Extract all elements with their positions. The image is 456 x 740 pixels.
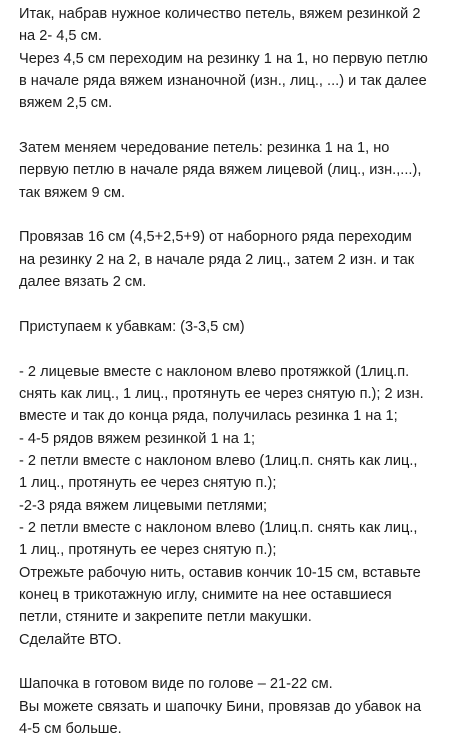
- text-line: в начале ряда вяжем изнаночной (изн., лиц., ...) и так далее: [19, 73, 427, 90]
- text-line: на резинку 2 на 2, в начале ряда 2 лиц., затем 2 изн. и так: [19, 251, 415, 268]
- text-line: снять как лиц., 1 лиц., протянуть ее через снятую п.); 2 изн.: [19, 385, 424, 402]
- text-line: Итак, набрав нужное количество петель, вяжем резинкой 2: [19, 6, 421, 22]
- text-line: Отрежьте рабочую нить, оставив кончик 10-15 см, вставьте: [19, 564, 421, 581]
- text-line: на 2- 4,5 см.: [19, 28, 102, 45]
- text-line: петли, стяните и закрепите петли макушки.: [19, 609, 312, 626]
- text-line: - 2 лицевые вместе с наклоном влево протяжкой (1лиц.п.: [19, 363, 410, 380]
- paragraph-gap: [19, 338, 451, 360]
- paragraph-gap: [19, 115, 451, 137]
- text-line: далее вязать 2 см.: [19, 274, 147, 291]
- text-line: Провязав 16 см (4,5+2,5+9) от наборного ряда переходим: [19, 229, 412, 246]
- text-line: конец в трикотажную иглу, снимите на нее оставшиеся: [19, 586, 392, 603]
- paragraph-gap: [19, 293, 451, 315]
- text-line: - 2 петли вместе с наклоном влево (1лиц.п. снять как лиц.,: [19, 519, 418, 536]
- text-line: так вяжем 9 см.: [19, 184, 126, 201]
- knitting-instructions-text: [19, 3, 451, 740]
- text-line: 1 лиц., протянуть ее через снятую п.);: [19, 542, 277, 559]
- text-line: вместе и так до конца ряда, получилась резинка 1 на 1;: [19, 408, 398, 425]
- text-line: Сделайте ВТО.: [19, 631, 122, 648]
- paragraph-gap: [19, 651, 451, 673]
- text-line: Вы можете связать и шапочку Бини, провязав до убавок на: [19, 698, 422, 715]
- paragraph-gap: [19, 204, 451, 226]
- text-line: - 4-5 рядов вяжем резинкой 1 на 1;: [19, 430, 256, 447]
- text-line: 1 лиц., протянуть ее через снятую п.);: [19, 475, 277, 492]
- text-line: вяжем 2,5 см.: [19, 95, 113, 112]
- text-line: 4-5 см больше.: [19, 721, 122, 737]
- text-line: первую петлю в начале ряда вяжем лицевой (лиц., изн.,...),: [19, 162, 422, 179]
- text-line: -2-3 ряда вяжем лицевыми петлями;: [19, 497, 268, 514]
- text-line: Шапочка в готовом виде по голове – 21-22 см.: [19, 676, 333, 693]
- text-line: - 2 петли вместе с наклоном влево (1лиц.п. снять как лиц.,: [19, 452, 418, 469]
- section-heading: Приступаем к убавкам: (3-3,5 см): [19, 318, 245, 335]
- text-line: Через 4,5 см переходим на резинку 1 на 1, но первую петлю: [19, 50, 428, 67]
- text-line: Затем меняем чередование петель: резинка 1 на 1, но: [19, 140, 390, 157]
